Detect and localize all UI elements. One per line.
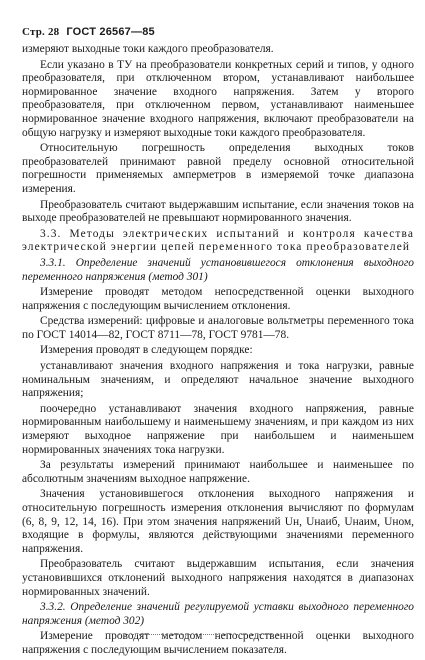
paragraph-procedure-intro: Измерения проводят в следующем порядке:	[40, 344, 253, 357]
paragraph-measurement-method-2: Измерение проводят методом непосредственной оценки выходного напряжения с последующим вычислением показателя.	[22, 630, 414, 656]
page-header	[22, 26, 155, 38]
page-number: Стр. 28	[22, 26, 60, 38]
paragraph-test-passed: Преобразователь считают выдержавшим испытание, если значения токов на выходе преобразователей не превышают нормированного значения.	[22, 198, 414, 225]
paragraph-procedure-step-1: устанавливают значения входного напряжения и тока нагрузки, равные номинальным значениям, и определяют начальное значение выходного напряжения;	[22, 360, 414, 400]
paragraph-results: За результаты измерений принимают наибольшее и наименьшее по абсолютным значениям выходное напряжение.	[22, 459, 414, 485]
paragraph-test-passed-2: Преобразователь считают выдержавшим испытания, если значения установившихся отклонений выходного напряжения находятся в диапазонах нормированных значений.	[22, 558, 414, 598]
paragraph-formulas: Значения установившегося отклонения выходного напряжения и относительную погрешность измерения отклонения вычисляют по формулам (6, 8, 9, 12, 14, 16). При этом значения напряжений Uн, Uнаиб, Uнаим, Uном, входящие в формулы, являются действующими значениями переменного напряжения.	[22, 488, 414, 555]
paragraph-two-converters: Если указано в ТУ на преобразователи конкретных серий и типов, у одного преобразователя, при отключенном втором, устанавливают наибольшее нормированное значение входного напряжения. Затем у второго преобразователя, при отключенном первом, устанавливают наименьшее нормированное значение входного напряжения, включают преобразователи на общую нагрузку и измеряют выходные токи каждого преобразователя.	[22, 58, 414, 139]
paragraph-measuring-instruments: Средства измерений: цифровые и аналоговые вольтметры переменного тока по ГОСТ 14014—82, ГОСТ 8711—78, ГОСТ 9781—78.	[22, 315, 414, 341]
standard-title: ГОСТ 26567—85	[66, 26, 155, 38]
subsection-heading-3-3-1: 3.3.1. Определение значений установившегося отклонения выходного переменного напряжения (метод 301)	[22, 256, 414, 283]
paragraph-relative-error: Относительную погрешность определения выходных токов преобразователей принимают равной пределу основной относительной погрешности применяемых амперметров в измеряемой точке диапазона измерения.	[22, 142, 414, 195]
document-body	[22, 43, 414, 660]
paragraph-measurement-method: Измерение проводят методом непосредственной оценки выходного напряжения с последующим вычислением отклонения.	[22, 286, 414, 312]
subsection-heading-3-3-2: 3.3.2. Определение значений регулируемой уставки выходного переменного напряжения (метод 302)	[22, 601, 414, 627]
section-heading-3-3: 3.3. Методы электрических испытаний и контроля качества электрической энергии цепей переменного тока преобразователей	[22, 227, 414, 254]
paragraph-procedure-step-2: поочередно устанавливают значения входного напряжения, равные нормированным наибольшему и наименьшему значениям, и при каждом из них измеряют выходное напряжение при наибольшем и наименьшем нормированных значениях тока нагрузки.	[22, 402, 414, 456]
paragraph-continuation: измеряют выходные токи каждого преобразователя.	[22, 43, 274, 55]
bottom-dotted-rule	[118, 634, 278, 635]
